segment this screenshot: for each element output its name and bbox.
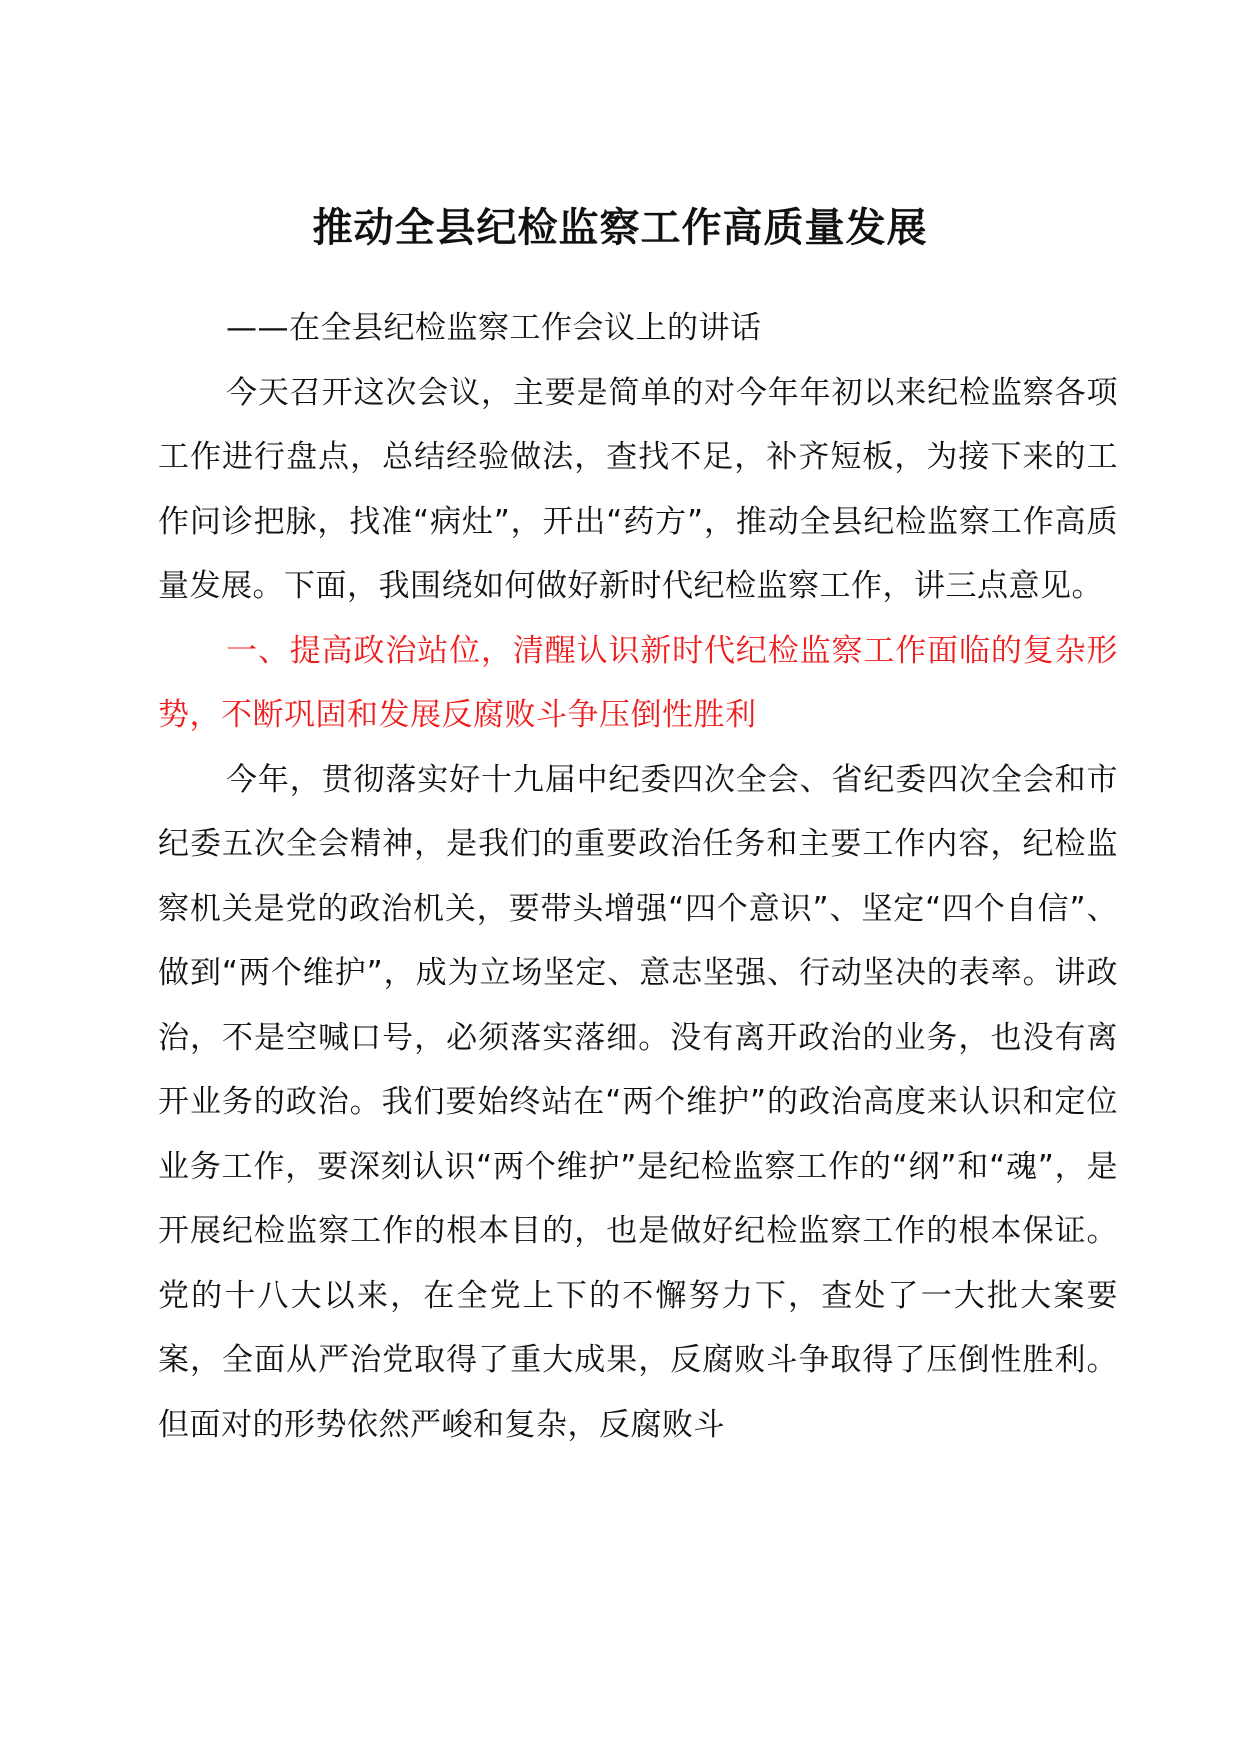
section-heading-1: 一、提高政治站位，清醒认识新时代纪检监察工作面临的复杂形势，不断巩固和发展反腐败斗争压倒性胜利	[158, 632, 1118, 733]
document-subtitle: ——在全县纪检监察工作会议上的讲话	[226, 310, 762, 346]
intro-paragraph: 今天召开这次会议，主要是简单的对今年年初以来纪检监察各项工作进行盘点，总结经验做法，查找不足，补齐短板，为接下来的工作问诊把脉，找准“病灶”，开出“药方”，推动全县纪检监察工作高质量发展。下面，我围绕如何做好新时代纪检监察工作，讲三点意见。	[158, 374, 1118, 604]
document-title: 推动全县纪检监察工作高质量发展	[312, 205, 928, 251]
document-body	[158, 296, 1118, 1457]
section-1-paragraph: 今年，贯彻落实好十九届中纪委四次全会、省纪委四次全会和市纪委五次全会精神，是我们的重要政治任务和主要工作内容，纪检监察机关是党的政治机关，要带头增强“四个意识”、坚定“四个自信”、做到“两个维护”，成为立场坚定、意志坚强、行动坚决的表率。讲政治，不是空喊口号，必须落实落细。没有离开政治的业务，也没有离开业务的政治。我们要始终站在“两个维护”的政治高度来认识和定位业务工作，要深刻认识“两个维护”是纪检监察工作的“纲”和“魂”，是开展纪检监察工作的根本目的，也是做好纪检监察工作的根本保证。党的十八大以来，在全党上下的不懈努力下，查处了一大批大案要案，全面从严治党取得了重大成果，反腐败斗争取得了压倒性胜利。但面对的形势依然严峻和复杂，反腐败斗	[158, 761, 1118, 1443]
